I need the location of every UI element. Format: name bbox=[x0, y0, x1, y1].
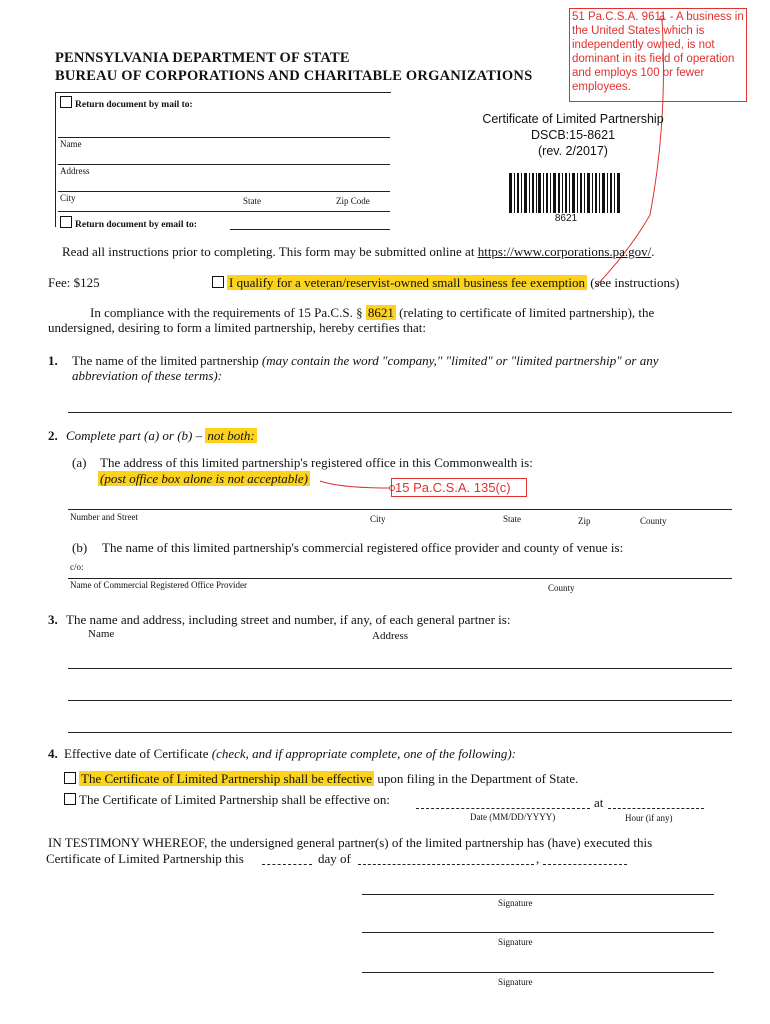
item2a-note bbox=[98, 471, 310, 487]
item2b-co: c/o: bbox=[70, 562, 84, 572]
return-mail-block bbox=[55, 92, 391, 227]
header-line1: PENNSYLVANIA DEPARTMENT OF STATE bbox=[55, 50, 350, 66]
compliance-part2: (relating to certificate of limited partnership), the bbox=[395, 305, 655, 320]
annotation-label-text: 15 Pa.C.S.A. 135(c) bbox=[395, 480, 511, 495]
item3-name-col: Name bbox=[88, 628, 115, 640]
testimony-year-line[interactable] bbox=[543, 864, 627, 865]
state-label: State bbox=[243, 196, 261, 206]
address-line bbox=[58, 164, 390, 165]
item4-line bbox=[64, 746, 516, 762]
item4-at: at bbox=[594, 795, 604, 810]
barcode-image bbox=[509, 173, 623, 213]
fee-exemption-checkbox[interactable] bbox=[212, 276, 224, 288]
address-label: Address bbox=[60, 166, 90, 176]
item1-answer-line[interactable] bbox=[68, 412, 732, 413]
instructions-prefix: Read all instructions prior to completing. This form may be submitted online at bbox=[62, 244, 478, 259]
item4-date-line[interactable] bbox=[416, 808, 590, 809]
signature-line-1[interactable] bbox=[362, 894, 714, 895]
item2a-field-zip: Zip bbox=[578, 516, 591, 526]
fee-exemption-suffix: (see instructions) bbox=[590, 275, 680, 290]
item4-date-label: Date (MM/DD/YYYY) bbox=[470, 812, 556, 822]
item4-italic: (check, and if appropriate complete, one of the following): bbox=[211, 746, 516, 761]
item4-option2-text: The Certificate of Limited Partnership shall be effective on: bbox=[79, 792, 390, 807]
signature-line-2[interactable] bbox=[362, 932, 714, 933]
item3-number: 3. bbox=[48, 612, 58, 627]
item4-number: 4. bbox=[48, 746, 58, 761]
compliance-part1: In compliance with the requirements of 15 Pa.C.S. § bbox=[90, 305, 366, 320]
item1-line1 bbox=[72, 353, 659, 369]
return-email-row bbox=[60, 216, 197, 230]
email-line bbox=[230, 229, 390, 230]
item2a-field-state: State bbox=[503, 514, 521, 524]
testimony-comma: , bbox=[536, 851, 540, 866]
city-label: City bbox=[60, 193, 76, 203]
item2-number: 2. bbox=[48, 428, 58, 443]
name-line bbox=[58, 137, 390, 138]
item4-option1-highlight: The Certificate of Limited Partnership shall be effective bbox=[81, 771, 373, 786]
item3-partner-line-1[interactable] bbox=[68, 668, 732, 669]
item2b-provider-label: Name of Commercial Registered Office Provider bbox=[70, 580, 248, 590]
annotation-box-text: 51 Pa.C.S.A. 9611 - A business in the United States which is independently owned, is not dominant in its field of operation and employs 100 or fewer employees. bbox=[572, 11, 744, 93]
testimony-line1: IN TESTIMONY WHEREOF, the undersigned general partner(s) of the limited partnership has (have) executed this bbox=[48, 835, 653, 850]
instructions-suffix: . bbox=[651, 244, 655, 259]
item2a-note-text: (post office box alone is not acceptable) bbox=[100, 471, 308, 486]
item4-hour-line[interactable] bbox=[608, 808, 704, 809]
item2a-label: (a) bbox=[72, 455, 87, 470]
return-mail-label: Return document by mail to: bbox=[75, 100, 193, 110]
item2a-address-line[interactable] bbox=[68, 509, 732, 510]
return-email-checkbox[interactable] bbox=[60, 216, 72, 228]
return-mail-checkbox[interactable] bbox=[60, 96, 72, 108]
item2a-field-city: City bbox=[370, 514, 386, 524]
item1-text: The name of the limited partnership bbox=[72, 353, 262, 368]
signature-line-3[interactable] bbox=[362, 972, 714, 973]
item2-text: Complete part (a) or (b) – bbox=[66, 428, 206, 443]
fee-exemption-label: I qualify for a veteran/reservist-owned small business fee exemption bbox=[229, 275, 585, 290]
signature-label-2: Signature bbox=[498, 937, 533, 947]
item2a-field-county: County bbox=[640, 516, 667, 526]
compliance-line1 bbox=[90, 305, 654, 321]
name-label: Name bbox=[60, 139, 82, 149]
form-title-line2: DSCB:15-8621 bbox=[530, 128, 616, 142]
item1-italic: (may contain the word "company," "limited" or "limited partnership" or any bbox=[261, 353, 659, 368]
testimony-line2a: Certificate of Limited Partnership this bbox=[46, 851, 244, 866]
item2b-provider-line[interactable] bbox=[68, 578, 732, 579]
item1-italic2: abbreviation of these terms): bbox=[72, 368, 223, 383]
item2a-field-street: Number and Street bbox=[70, 512, 138, 522]
email-top-line bbox=[58, 211, 390, 212]
item4-option2-row bbox=[64, 792, 390, 808]
compliance-line2: undersigned, desiring to form a limited partnership, hereby certifies that: bbox=[48, 320, 426, 335]
signature-label-1: Signature bbox=[498, 898, 533, 908]
fee-label: Fee: $125 bbox=[48, 275, 100, 290]
item4-option2-checkbox[interactable] bbox=[64, 793, 76, 805]
return-mail-row bbox=[60, 96, 193, 110]
item2b-text: The name of this limited partnership's commercial registered office provider and county of venue is: bbox=[102, 540, 624, 555]
form-title-line3: (rev. 2/2017) bbox=[538, 144, 608, 158]
testimony-month-line[interactable] bbox=[358, 864, 534, 865]
item4-option1-row bbox=[64, 771, 578, 787]
testimony-line2b: day of bbox=[318, 851, 351, 866]
item2b-label: (b) bbox=[72, 540, 88, 555]
item1-number: 1. bbox=[48, 353, 58, 368]
item4-option1-checkbox[interactable] bbox=[64, 772, 76, 784]
item3-partner-line-2[interactable] bbox=[68, 700, 732, 701]
form-title-line1: Certificate of Limited Partnership bbox=[482, 112, 664, 126]
item2-line bbox=[66, 428, 257, 444]
zip-label: Zip Code bbox=[336, 196, 370, 206]
item3-partner-line-3[interactable] bbox=[68, 732, 732, 733]
city-line bbox=[58, 191, 390, 192]
item2-highlight: not both: bbox=[207, 428, 255, 443]
annotation-label bbox=[391, 478, 527, 497]
compliance-section: 8621 bbox=[367, 305, 394, 320]
signature-label-3: Signature bbox=[498, 977, 533, 987]
fee-exemption-row bbox=[212, 275, 679, 291]
item4-text: Effective date of Certificate bbox=[64, 746, 212, 761]
item4-option1-suffix: upon filing in the Department of State. bbox=[374, 771, 579, 786]
return-email-label: Return document by email to: bbox=[75, 220, 197, 230]
barcode-number: 8621 bbox=[554, 213, 578, 224]
item2a-text: The address of this limited partnership's registered office in this Commonwealth is: bbox=[100, 455, 533, 470]
instructions bbox=[62, 244, 655, 260]
item3-address-col: Address bbox=[372, 630, 409, 642]
item2b-county-label: County bbox=[548, 583, 575, 593]
instructions-url[interactable]: https://www.corporations.pa.gov/ bbox=[477, 244, 652, 259]
item3-text: The name and address, including street and number, if any, of each general partner is: bbox=[66, 612, 511, 627]
item4-hour-label: Hour (if any) bbox=[625, 813, 673, 823]
header-line2: BUREAU OF CORPORATIONS AND CHARITABLE ORGANIZATIONS bbox=[55, 68, 533, 84]
testimony-day-line[interactable] bbox=[262, 864, 312, 865]
